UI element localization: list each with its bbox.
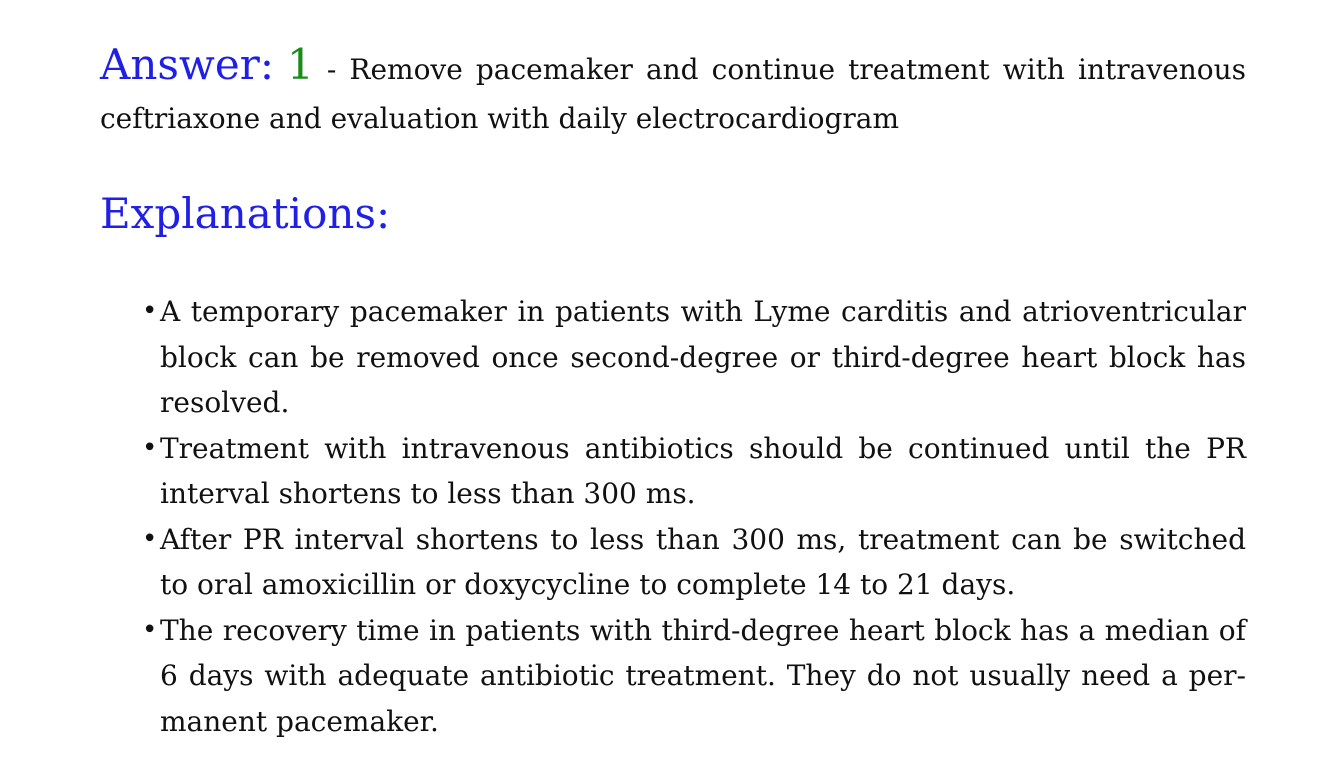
- list-item: [142, 289, 1246, 426]
- list-item-text: Treatment with intravenous antibiotics should be continued until the PR interval shortens to less than 300 ms.: [160, 431, 1246, 510]
- bullet-icon: •: [142, 523, 158, 554]
- list-item: [142, 426, 1246, 517]
- explanations-list: [100, 289, 1246, 744]
- list-item-text: The recovery time in patients with third-degree heart block has a median of 6 days with adequate antibiotic treatment. They do not usually need a permanent pacemaker.: [160, 613, 1246, 738]
- bullet-icon: •: [142, 296, 158, 326]
- document-page: [100, 40, 1246, 744]
- answer-label: Answer:: [100, 40, 274, 89]
- answer-paragraph: [100, 40, 1246, 143]
- list-item-text: After PR interval shortens to less than 300 ms, treatment can be switched to oral amoxicillin or doxycycline to complete 14 to 21 days.: [160, 522, 1246, 601]
- answer-separator: -: [326, 53, 337, 86]
- answer-number: 1: [287, 40, 314, 89]
- bullet-icon: •: [142, 614, 158, 645]
- list-item-text: A temporary pacemaker in patients with Lyme carditis and atrioventricular block can be removed once second-degree or third-degree heart block has resolved.: [160, 295, 1246, 419]
- list-item: [142, 517, 1246, 608]
- bullet-icon: •: [142, 432, 158, 463]
- list-item: [142, 608, 1246, 745]
- answer-text: Remove pacemaker and continue treatment with intravenous ceftriaxone and evaluation with daily electrocardiogram: [100, 53, 1247, 135]
- explanations-heading: Explanations:: [100, 189, 391, 238]
